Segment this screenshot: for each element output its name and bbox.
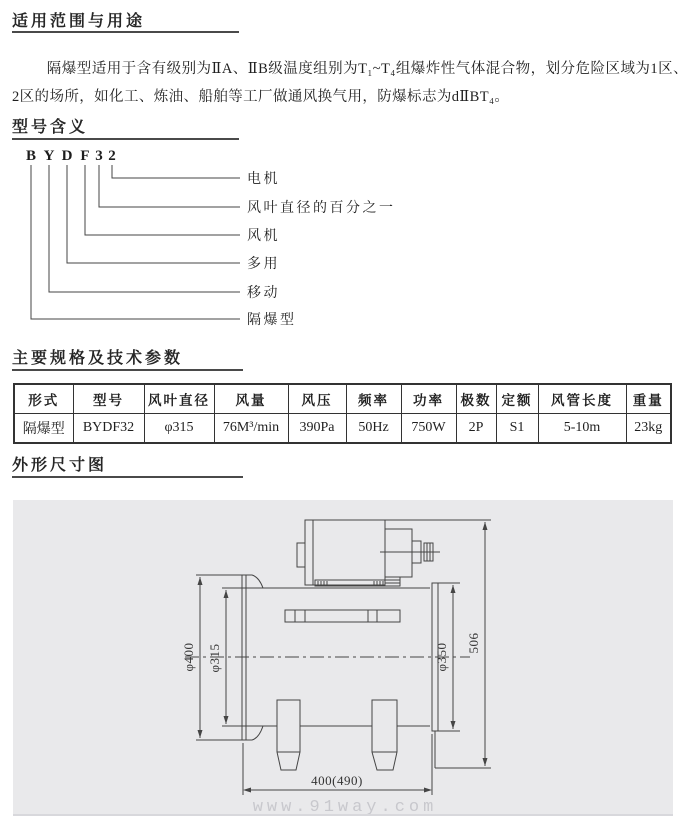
code-letter: Y	[43, 148, 55, 164]
table-header-cell: 定额	[496, 384, 538, 414]
usage-paragraph: 隔爆型适用于含有级别为ⅡA、ⅡB级温度组别为T₁~T₄组爆炸性气体混合物，划分危险区域为1区、2区的场所，如化工、炼油、船舶等工厂做通风换气用，防爆标志为dⅡBT₄。	[12, 61, 688, 105]
dimension-length	[243, 734, 432, 795]
specs-heading: 主要规格及技术参数	[12, 350, 184, 367]
dimension-drawing-panel	[13, 500, 673, 816]
table-header-cell: 风叶直径	[144, 384, 214, 414]
table-value-cell: S1	[496, 414, 538, 444]
code-letter: D	[61, 148, 73, 164]
table-header-cell: 型号	[73, 384, 144, 414]
model-connector-line	[112, 165, 240, 178]
dim-label-phi400: φ400	[181, 642, 196, 672]
table-header-cell: 重量	[626, 384, 671, 414]
table-value-cell: 750W	[401, 414, 456, 444]
specs-table	[13, 383, 672, 444]
table-value-cell: 2P	[456, 414, 496, 444]
table-value-cell: 23kg	[626, 414, 671, 444]
model-heading: 型号含义	[12, 119, 89, 136]
table-value-cell: φ315	[144, 414, 214, 444]
model-connector-line	[85, 165, 240, 235]
handle-bar	[285, 610, 400, 622]
table-header-cell: 风量	[214, 384, 288, 414]
table-header-cell: 极数	[456, 384, 496, 414]
dim-label-phi315: φ315	[207, 643, 222, 673]
fan-casing	[185, 575, 470, 740]
table-value-cell: 76M³/min	[214, 414, 288, 444]
drawing-heading-rule	[12, 476, 243, 478]
model-heading-rule	[12, 138, 239, 140]
model-code-diagram	[0, 142, 692, 338]
model-label: 移动	[247, 286, 280, 301]
motor-outline	[297, 520, 440, 586]
model-connector-line	[49, 165, 240, 292]
watermark: www.91way.com	[252, 798, 438, 814]
dimension-drawing	[13, 500, 673, 814]
table-header-cell: 形式	[14, 384, 73, 414]
support-feet	[277, 700, 397, 770]
specs-header-row	[14, 384, 671, 414]
code-letter: 3	[95, 148, 103, 164]
model-code-letters	[26, 148, 116, 164]
dim-label-506: 506	[466, 632, 481, 654]
model-label: 隔爆型	[247, 313, 297, 328]
usage-heading-rule	[12, 31, 239, 33]
terminal-box	[385, 529, 412, 577]
model-connector-line	[99, 165, 240, 207]
table-value-cell: 5-10m	[538, 414, 626, 444]
specs-heading-rule	[12, 369, 243, 371]
specs-value-row	[14, 414, 671, 444]
table-value-cell: 390Pa	[288, 414, 346, 444]
model-label: 风机	[247, 229, 280, 244]
model-labels	[247, 170, 396, 328]
table-header-cell: 风管长度	[538, 384, 626, 414]
model-connector-line	[31, 165, 240, 319]
model-label: 风叶直径的百分之一	[247, 201, 396, 216]
table-value-cell: 50Hz	[346, 414, 401, 444]
model-label: 多用	[247, 257, 280, 272]
table-value-cell: 隔爆型	[14, 414, 73, 444]
drawing-heading: 外形尺寸图	[12, 457, 108, 474]
model-connector-line	[67, 165, 240, 263]
code-letter: B	[25, 148, 37, 164]
table-header-cell: 风压	[288, 384, 346, 414]
dim-label-length: 400(490)	[311, 773, 363, 788]
table-header-cell: 频率	[346, 384, 401, 414]
table-header-cell: 功率	[401, 384, 456, 414]
usage-heading: 适用范围与用途	[12, 13, 146, 30]
model-connector-lines	[31, 165, 240, 319]
code-letter: F	[80, 148, 90, 164]
model-label: 电机	[247, 172, 280, 187]
table-value-cell: BYDF32	[73, 414, 144, 444]
cable-gland-icon	[380, 541, 440, 563]
code-letter: 2	[108, 148, 116, 164]
dim-label-phi350: φ350	[434, 642, 449, 672]
